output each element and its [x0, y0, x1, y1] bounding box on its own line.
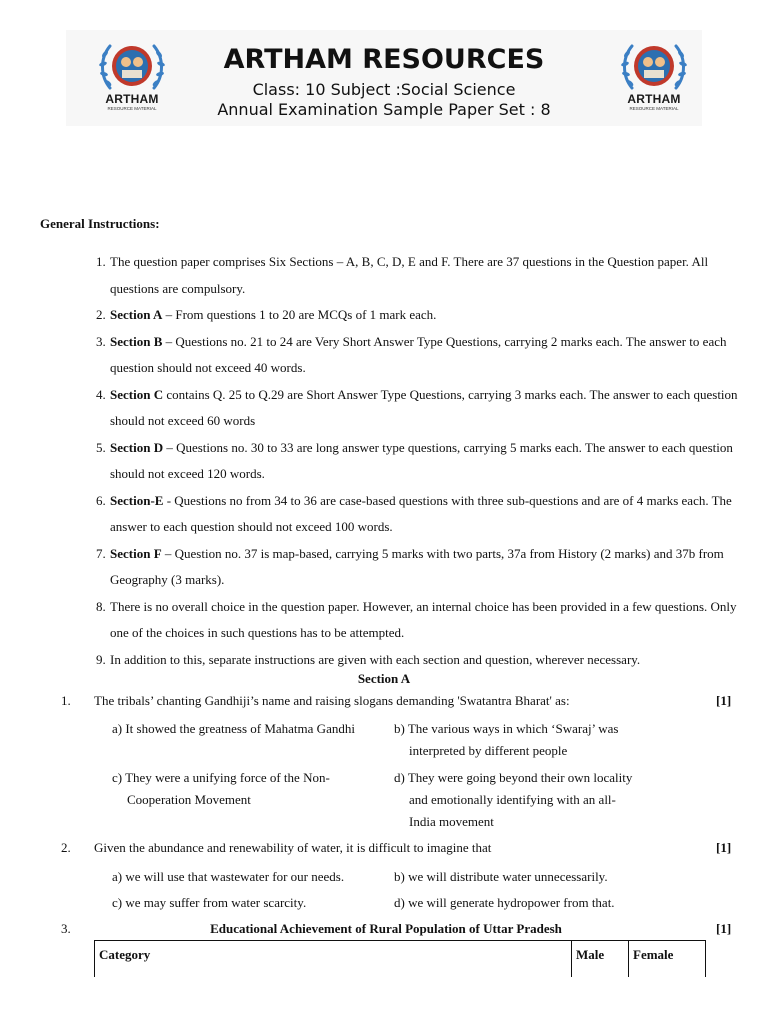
instruction-item: 2. Section A – From questions 1 to 20 are MCQs of 1 mark each. — [96, 307, 437, 322]
logo-subtext: RESOURCE MATERIAL — [107, 106, 157, 111]
instruction-item: 1. The question paper comprises Six Sections – A, B, C, D, E and F. There are 37 questions in the Question paper. All questions are compulsory. — [96, 254, 709, 296]
question-1-text: The tribals’ chanting Gandhiji’s name and raising slogans demanding 'Swatantra Bharat' as: — [94, 693, 570, 708]
question-2-option-c: c) we may suffer from water scarcity. — [112, 895, 307, 910]
question-3-marks: [1] — [716, 921, 732, 936]
logo-wordmark: ARTHAM — [627, 92, 681, 106]
section-a-title: Section A — [357, 671, 411, 686]
column-header-male: Male — [572, 941, 629, 978]
artham-logo-right — [618, 40, 690, 116]
logo-subtext: RESOURCE MATERIAL — [629, 106, 679, 111]
question-1-number: 1. — [61, 693, 71, 708]
question-3-table-title: Educational Achievement of Rural Population of Uttar Pradesh — [210, 921, 562, 936]
question-1-marks: [1] — [716, 693, 732, 708]
instruction-item: 4. Section C contains Q. 25 to Q.29 are Short Answer Type Questions, carrying 3 marks each. The answer to each question should not exceed 60 words — [96, 386, 738, 428]
paper-title: ARTHAM RESOURCES — [223, 44, 545, 75]
rural-education-table — [94, 940, 706, 977]
question-1-option-d: d) They were going beyond their own locality and emotionally identifying with an all- India movement — [394, 770, 633, 829]
instruction-item: 6. Section-E - Questions no from 34 to 36 are case-based questions with three sub-questions and are of 4 marks each. The answer to each question should not exceed 100 words. — [96, 492, 732, 534]
question-2-option-a: a) we will use that wastewater for our needs. — [112, 869, 345, 884]
question-1-option-c: c) They were a unifying force of the Non- Cooperation Movement — [112, 770, 330, 807]
question-3-number: 3. — [61, 921, 71, 936]
question-2-text: Given the abundance and renewability of water, it is difficult to imagine that — [94, 840, 492, 855]
class-subject-line: Class: 10 Subject :Social Science — [252, 80, 516, 99]
instruction-item: 9. In addition to this, separate instructions are given with each section and question, wherever necessary. — [96, 651, 641, 667]
instruction-item: 7. Section F – Question no. 37 is map-based, carrying 5 marks with two parts, 37a from History (2 marks) and 37b from Geography (3 marks). — [96, 545, 724, 587]
logo-wordmark: ARTHAM — [105, 92, 159, 106]
question-2-number: 2. — [61, 840, 71, 855]
instruction-item: 8. There is no overall choice in the question paper. However, an internal choice has been provided in a few questions. Only one of the choices in such questions has to be attempted. — [96, 598, 737, 640]
question-1-option-b: b) The various ways in which ‘Swaraj’ was interpreted by different people — [394, 721, 619, 758]
instructions-list — [96, 249, 740, 673]
laurel-wreath-logo-icon — [618, 40, 690, 96]
instruction-item: 3. Section B – Questions no. 21 to 24 are Very Short Answer Type Questions, carrying 2 marks each. The answer to each question should not exceed 40 words. — [96, 333, 727, 375]
instruction-item: 5. Section D – Questions no. 30 to 33 are long answer type questions, carrying 5 marks each. The answer to each question should not exceed 120 words. — [96, 439, 733, 481]
table-header-row — [95, 941, 706, 978]
exam-set-line: Annual Examination Sample Paper Set : 8 — [217, 100, 551, 119]
column-header-female: Female — [629, 941, 706, 978]
general-instructions-heading: General Instructions: — [40, 216, 160, 231]
question-1-option-a: a) It showed the greatness of Mahatma Gandhi — [112, 721, 355, 736]
question-2-marks: [1] — [716, 840, 732, 855]
question-2-option-d: d) we will generate hydropower from that. — [394, 895, 615, 910]
question-2-option-b: b) we will distribute water unnecessarily. — [394, 869, 608, 884]
paper-header — [66, 30, 702, 126]
column-header-category: Category — [95, 941, 572, 978]
